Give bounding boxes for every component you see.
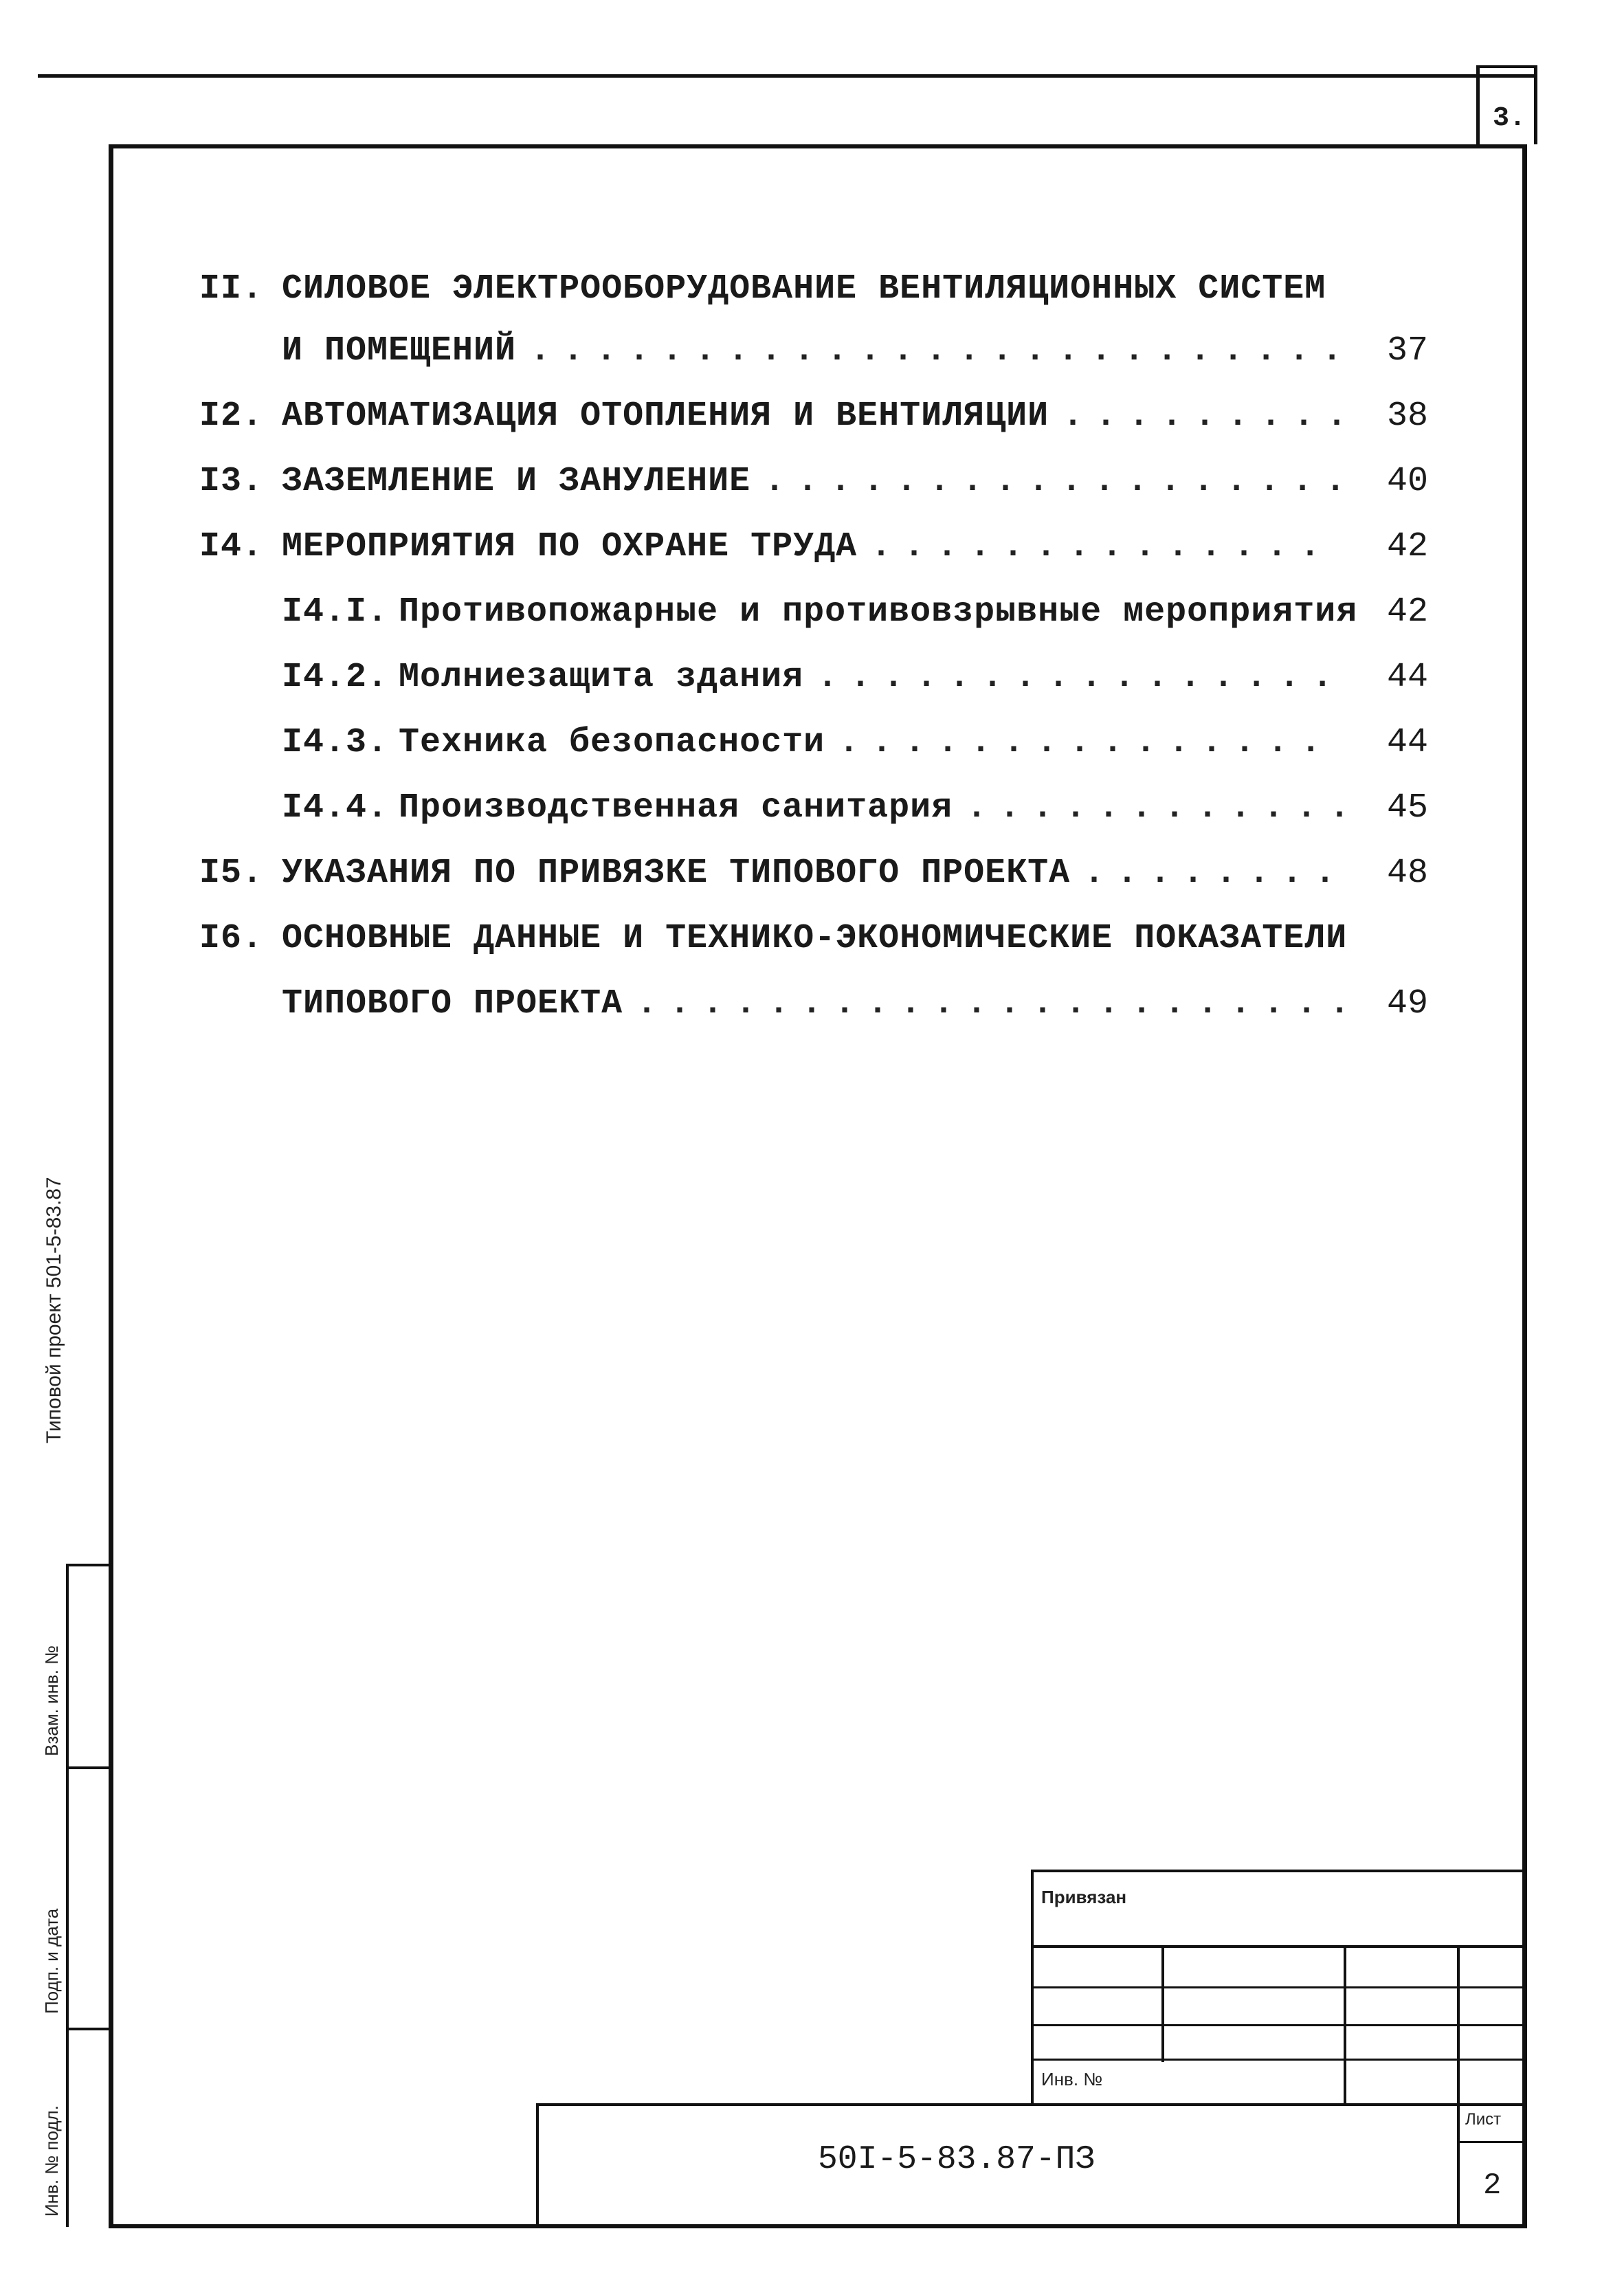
toc-row xyxy=(0,780,1624,835)
stamp-grid-v3 xyxy=(1457,1945,1460,2227)
toc-title: Молниезащита здания xyxy=(399,657,804,697)
toc-title: Производственная санитария xyxy=(399,788,953,828)
margin-box-line-3 xyxy=(67,2028,110,2030)
toc-page-number: 44 xyxy=(1387,722,1429,762)
toc-row xyxy=(0,454,1624,509)
toc-number: I4.2. xyxy=(282,657,389,697)
toc-number: I3. xyxy=(199,461,264,501)
toc-row xyxy=(0,650,1624,705)
margin-vzam-inv: Взам. инв. № xyxy=(41,1645,62,1756)
toc-row xyxy=(0,323,1624,378)
toc-title: УКАЗАНИЯ ПО ПРИВЯЗКЕ ТИПОВОГО ПРОЕКТА xyxy=(282,853,1071,893)
toc-page-number: 48 xyxy=(1387,853,1429,893)
toc-page-number: 37 xyxy=(1387,331,1429,370)
toc-title: МЕРОПРИЯТИЯ ПО ОХРАНЕ ТРУДА xyxy=(282,526,858,566)
stamp-sheet-number: 2 xyxy=(1483,2169,1502,2203)
toc-page-number: 49 xyxy=(1387,984,1429,1023)
inner-frame-bottom xyxy=(109,2224,1527,2228)
toc-number: I5. xyxy=(199,853,264,893)
toc-title: Противопожарные и противовзрывные мероприятия xyxy=(399,592,1358,632)
toc-dot-leader: ........ xyxy=(1084,853,1348,893)
margin-box-left xyxy=(66,1564,69,2227)
margin-podp-data: Подп. и дата xyxy=(41,1908,62,2014)
stamp-grid-h3 xyxy=(1031,2024,1526,2026)
toc-title: ОСНОВНЫЕ ДАННЫЕ И ТЕХНИКО-ЭКОНОМИЧЕСКИЕ ПОКАЗАТЕЛИ xyxy=(282,918,1348,958)
toc-number: I2. xyxy=(199,396,264,436)
stamp-grid-v2 xyxy=(1344,1945,1346,2103)
toc-title: И ПОМЕЩЕНИЙ xyxy=(282,331,517,370)
toc-row xyxy=(0,715,1624,770)
stamp-grid-h4 xyxy=(1031,2059,1526,2061)
toc-dot-leader: .............. xyxy=(871,526,1333,566)
toc-row xyxy=(0,845,1624,900)
stamp-grid-v1 xyxy=(1161,1945,1164,2062)
toc-dot-leader: ......................... xyxy=(530,331,1355,370)
corner-box-right xyxy=(1534,65,1537,144)
toc-page-number: 38 xyxy=(1387,396,1429,436)
toc-page-number: 44 xyxy=(1387,657,1429,697)
top-border-line xyxy=(38,74,1536,78)
toc-number: I6. xyxy=(199,918,264,958)
toc-title: ТИПОВОГО ПРОЕКТА xyxy=(282,984,623,1023)
toc-row xyxy=(0,911,1624,966)
toc-number: I4. xyxy=(199,526,264,566)
stamp-lower-top xyxy=(536,2103,1526,2106)
margin-box-line-2 xyxy=(67,1766,110,1769)
toc-dot-leader: .................. xyxy=(764,461,1359,501)
corner-box-top xyxy=(1476,65,1537,68)
corner-page-number: 3. xyxy=(1493,103,1526,134)
toc-dot-leader: ............ xyxy=(966,788,1363,828)
toc-row xyxy=(0,584,1624,639)
toc-number: I4.4. xyxy=(282,788,389,828)
margin-inv-podl: Инв. № подл. xyxy=(41,2105,62,2217)
toc-page-number: 42 xyxy=(1387,526,1429,566)
stamp-grid-h1 xyxy=(1031,1945,1526,1948)
toc-title: АВТОМАТИЗАЦИЯ ОТОПЛЕНИЯ И ВЕНТИЛЯЦИИ xyxy=(282,396,1049,436)
toc-row xyxy=(0,976,1624,1031)
toc-number: I4.I. xyxy=(282,592,389,632)
toc-row xyxy=(0,519,1624,574)
toc-row xyxy=(0,388,1624,443)
stamp-sheet-divider xyxy=(1457,2141,1526,2143)
toc-title: Техника безопасности xyxy=(399,722,825,762)
toc-number: II. xyxy=(199,269,264,309)
stamp-privyazan: Привязан xyxy=(1041,1887,1127,1907)
toc-dot-leader: ................ xyxy=(817,657,1346,697)
toc-page-number: 45 xyxy=(1387,788,1429,828)
margin-top-label: Типовой проект 501-5-83.87 xyxy=(43,1177,65,1443)
stamp-designation: 50I-5-83.87-ПЗ xyxy=(818,2141,1095,2178)
toc-number: I4.3. xyxy=(282,722,389,762)
stamp-sheet-label: Лист xyxy=(1465,2110,1502,2129)
toc-title: ЗАЗЕМЛЕНИЕ И ЗАНУЛЕНИЕ xyxy=(282,461,751,501)
toc-page-number: 40 xyxy=(1387,461,1429,501)
toc-page-number: 42 xyxy=(1387,592,1429,632)
toc-title: СИЛОВОЕ ЭЛЕКТРООБОРУДОВАНИЕ ВЕНТИЛЯЦИОННЫХ СИСТЕМ xyxy=(282,269,1326,309)
toc-dot-leader: ............... xyxy=(838,722,1334,762)
toc-dot-leader: ......... xyxy=(1063,396,1360,436)
inner-frame-top xyxy=(110,144,1526,148)
toc-dot-leader: ...................... xyxy=(636,984,1363,1023)
margin-box-line-1 xyxy=(67,1564,110,1566)
stamp-grid-h2 xyxy=(1031,1986,1526,1988)
stamp-inv-no: Инв. № xyxy=(1041,2069,1103,2089)
stamp-lower-left xyxy=(536,2103,539,2227)
corner-box-left xyxy=(1476,65,1480,144)
toc-row xyxy=(0,261,1624,316)
stamp-upper-top xyxy=(1031,1870,1526,1872)
